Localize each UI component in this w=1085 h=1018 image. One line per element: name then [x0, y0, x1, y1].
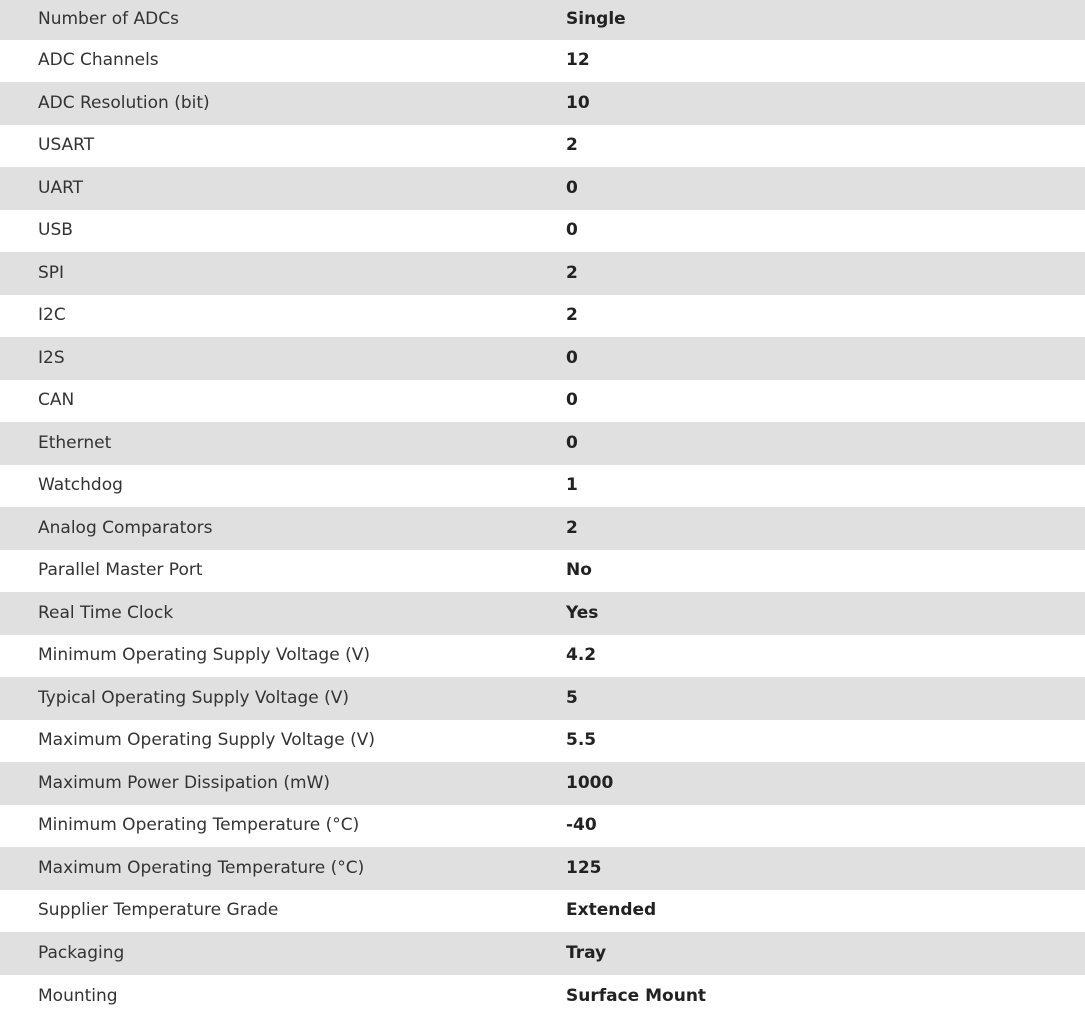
spec-label: UART — [38, 177, 84, 198]
spec-row-i2c — [0, 295, 1085, 338]
spec-label: Mounting — [38, 985, 118, 1006]
spec-label: SPI — [38, 262, 65, 283]
spec-value: 0 — [566, 432, 578, 453]
spec-label: Real Time Clock — [38, 602, 174, 623]
spec-label: I2S — [38, 347, 65, 368]
spec-row-min-supply-voltage — [0, 635, 1085, 678]
spec-label: Minimum Operating Supply Voltage (V) — [38, 645, 370, 666]
spec-label: Maximum Operating Supply Voltage (V) — [38, 730, 375, 751]
spec-value: 1 — [566, 475, 578, 496]
spec-row-ethernet — [0, 422, 1085, 465]
spec-value: 5.5 — [566, 730, 597, 751]
spec-row-supplier-temperature-grade — [0, 890, 1085, 933]
spec-value: 12 — [566, 50, 590, 71]
spec-row-i2s — [0, 337, 1085, 380]
spec-value: 0 — [566, 220, 578, 241]
spec-value: Single — [566, 9, 626, 30]
spec-value: Tray — [566, 942, 607, 963]
spec-row-spi — [0, 252, 1085, 295]
spec-row-max-power-dissipation — [0, 762, 1085, 805]
spec-label: Parallel Master Port — [38, 560, 203, 581]
spec-row-real-time-clock — [0, 592, 1085, 635]
spec-row-adc-channels — [0, 40, 1085, 83]
spec-value: 10 — [566, 92, 590, 113]
spec-label: I2C — [38, 305, 66, 326]
spec-row-parallel-master-port — [0, 550, 1085, 593]
spec-value: 2 — [566, 135, 578, 156]
spec-value: -40 — [566, 815, 597, 836]
spec-row-uart — [0, 167, 1085, 210]
spec-label: Maximum Power Dissipation (mW) — [38, 772, 331, 793]
spec-value: 2 — [566, 262, 578, 283]
spec-value: 5 — [566, 687, 578, 708]
spec-row-can — [0, 380, 1085, 423]
spec-row-number-of-adcs — [0, 0, 1085, 40]
spec-label: Supplier Temperature Grade — [38, 900, 279, 921]
spec-value: 125 — [566, 857, 602, 878]
spec-label: Minimum Operating Temperature (°C) — [38, 815, 360, 836]
spec-row-adc-resolution — [0, 82, 1085, 125]
spec-value: 2 — [566, 305, 578, 326]
spec-value: No — [566, 560, 592, 581]
spec-value: 0 — [566, 177, 578, 198]
spec-row-max-supply-voltage — [0, 720, 1085, 763]
spec-label: Packaging — [38, 942, 125, 963]
spec-label: Analog Comparators — [38, 517, 213, 538]
spec-label: USART — [38, 135, 95, 156]
spec-label: Watchdog — [38, 475, 123, 496]
spec-row-usb — [0, 210, 1085, 253]
spec-row-usart — [0, 125, 1085, 168]
spec-value: 0 — [566, 390, 578, 411]
spec-row-analog-comparators — [0, 507, 1085, 550]
spec-label: ADC Channels — [38, 50, 159, 71]
spec-value: 1000 — [566, 772, 614, 793]
spec-row-mounting — [0, 975, 1085, 1018]
spec-label: Maximum Operating Temperature (°C) — [38, 857, 365, 878]
spec-label: Ethernet — [38, 432, 112, 453]
spec-label: ADC Resolution (bit) — [38, 92, 210, 113]
spec-row-watchdog — [0, 465, 1085, 508]
spec-row-min-operating-temperature — [0, 805, 1085, 848]
spec-row-packaging — [0, 932, 1085, 975]
spec-label: USB — [38, 220, 73, 241]
spec-label: Number of ADCs — [38, 9, 179, 30]
spec-row-typical-supply-voltage — [0, 677, 1085, 720]
spec-label: Typical Operating Supply Voltage (V) — [38, 687, 349, 708]
spec-row-max-operating-temperature — [0, 847, 1085, 890]
spec-value: 0 — [566, 347, 578, 368]
spec-value: 4.2 — [566, 645, 597, 666]
spec-value: Extended — [566, 900, 657, 921]
spec-label: CAN — [38, 390, 75, 411]
spec-value: Surface Mount — [566, 985, 707, 1006]
spec-value: 2 — [566, 517, 578, 538]
spec-value: Yes — [566, 602, 599, 623]
